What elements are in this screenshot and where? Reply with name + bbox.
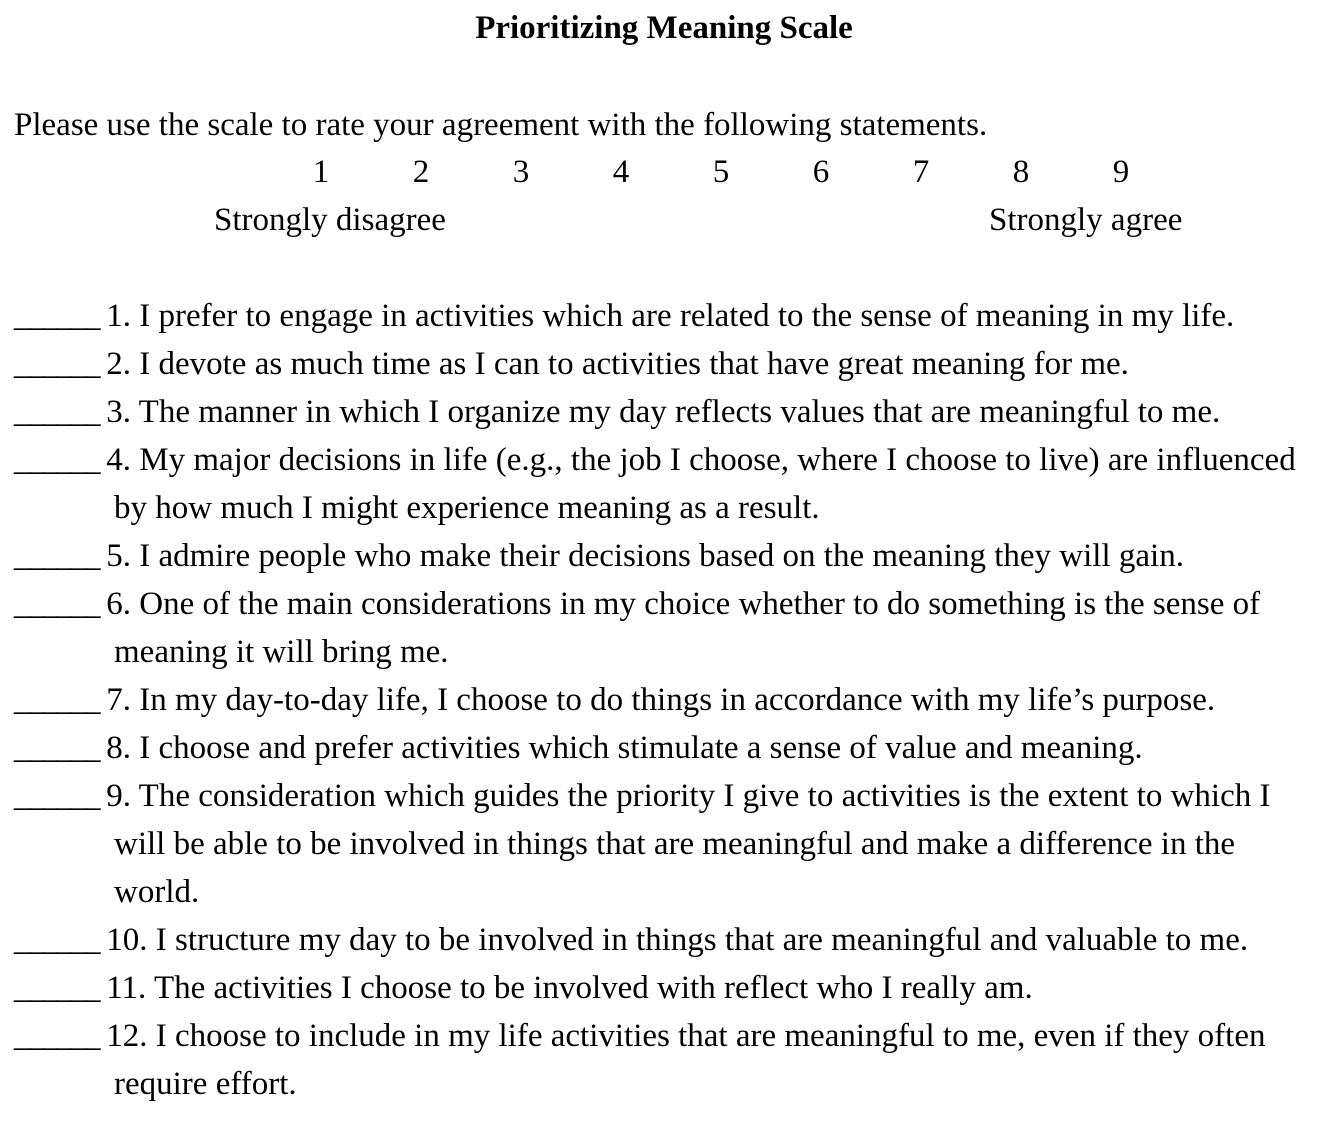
scale-point: 2 [412, 154, 430, 190]
statement-item [0, 340, 1328, 388]
scale-point: 7 [912, 154, 930, 190]
statement-item [0, 964, 1328, 1012]
rating-blank: ______ [14, 394, 98, 430]
statement-number: 11. [106, 970, 147, 1006]
statement-number: 12. [106, 1018, 148, 1054]
statement-item [0, 436, 1328, 532]
statement-item [0, 388, 1328, 436]
statement-text: I choose and prefer activities which stimulate a sense of value and meaning. [139, 730, 1143, 766]
scale-point: 8 [1012, 154, 1030, 190]
statement-item [0, 916, 1328, 964]
statement-number: 3. [106, 394, 131, 430]
statement-text: One of the main considerations in my choice whether to do something is the sense of meaning it will bring me. [114, 586, 1261, 670]
rating-blank: ______ [14, 682, 98, 718]
statement-number: 2. [106, 346, 131, 382]
statement-text: I choose to include in my life activities that are meaningful to me, even if they often require effort. [114, 1018, 1266, 1102]
statement-text: I admire people who make their decisions based on the meaning they will gain. [139, 538, 1184, 574]
rating-scale-points [271, 148, 1171, 196]
rating-blank: ______ [14, 586, 98, 622]
statement-item [0, 724, 1328, 772]
scale-point: 1 [312, 154, 330, 190]
statement-text: The consideration which guides the priority I give to activities is the extent to which I will be able to be involved in things that are meaningful and make a difference in the world. [114, 778, 1271, 910]
statement-text: The manner in which I organize my day reflects values that are meaningful to me. [138, 394, 1221, 430]
rating-blank: ______ [14, 1018, 98, 1054]
document-title: Prioritizing Meaning Scale [475, 10, 853, 46]
statement-number: 6. [106, 586, 131, 622]
rating-blank: ______ [14, 346, 98, 382]
statement-item [0, 292, 1328, 340]
statement-text: In my day-to-day life, I choose to do things in accordance with my life’s purpose. [139, 682, 1216, 718]
scale-point: 3 [512, 154, 530, 190]
statement-item [0, 1012, 1328, 1108]
rating-blank: ______ [14, 538, 98, 574]
scale-point: 6 [812, 154, 830, 190]
rating-blank: ______ [14, 970, 98, 1006]
statement-item [0, 532, 1328, 580]
statement-number: 1. [106, 298, 131, 334]
statement-text: I devote as much time as I can to activities that have great meaning for me. [139, 346, 1129, 382]
statement-item [0, 676, 1328, 724]
statement-number: 9. [106, 778, 131, 814]
statement-text: My major decisions in life (e.g., the job I choose, where I choose to live) are influenced by how much I might experience meaning as a result. [114, 442, 1296, 526]
rating-blank: ______ [14, 298, 98, 334]
scale-point: 4 [612, 154, 630, 190]
statement-list [0, 292, 1328, 1108]
statement-number: 8. [106, 730, 131, 766]
scale-point: 5 [712, 154, 730, 190]
statement-item [0, 772, 1328, 916]
rating-blank: ______ [14, 730, 98, 766]
scale-point: 9 [1112, 154, 1130, 190]
statement-number: 5. [106, 538, 131, 574]
statement-number: 4. [106, 442, 131, 478]
rating-blank: ______ [14, 778, 98, 814]
scale-high-anchor: Strongly agree [989, 202, 1183, 238]
statement-number: 7. [106, 682, 131, 718]
rating-blank: ______ [14, 922, 98, 958]
scale-low-anchor: Strongly disagree [214, 202, 446, 238]
statement-text: The activities I choose to be involved with reflect who I really am. [153, 970, 1033, 1006]
instructions-text: Please use the scale to rate your agreement with the following statements. [14, 107, 988, 143]
statement-text: I structure my day to be involved in things that are meaningful and valuable to me. [155, 922, 1249, 958]
rating-blank: ______ [14, 442, 98, 478]
statement-number: 10. [106, 922, 148, 958]
statement-item [0, 580, 1328, 676]
statement-text: I prefer to engage in activities which are related to the sense of meaning in my life. [139, 298, 1235, 334]
